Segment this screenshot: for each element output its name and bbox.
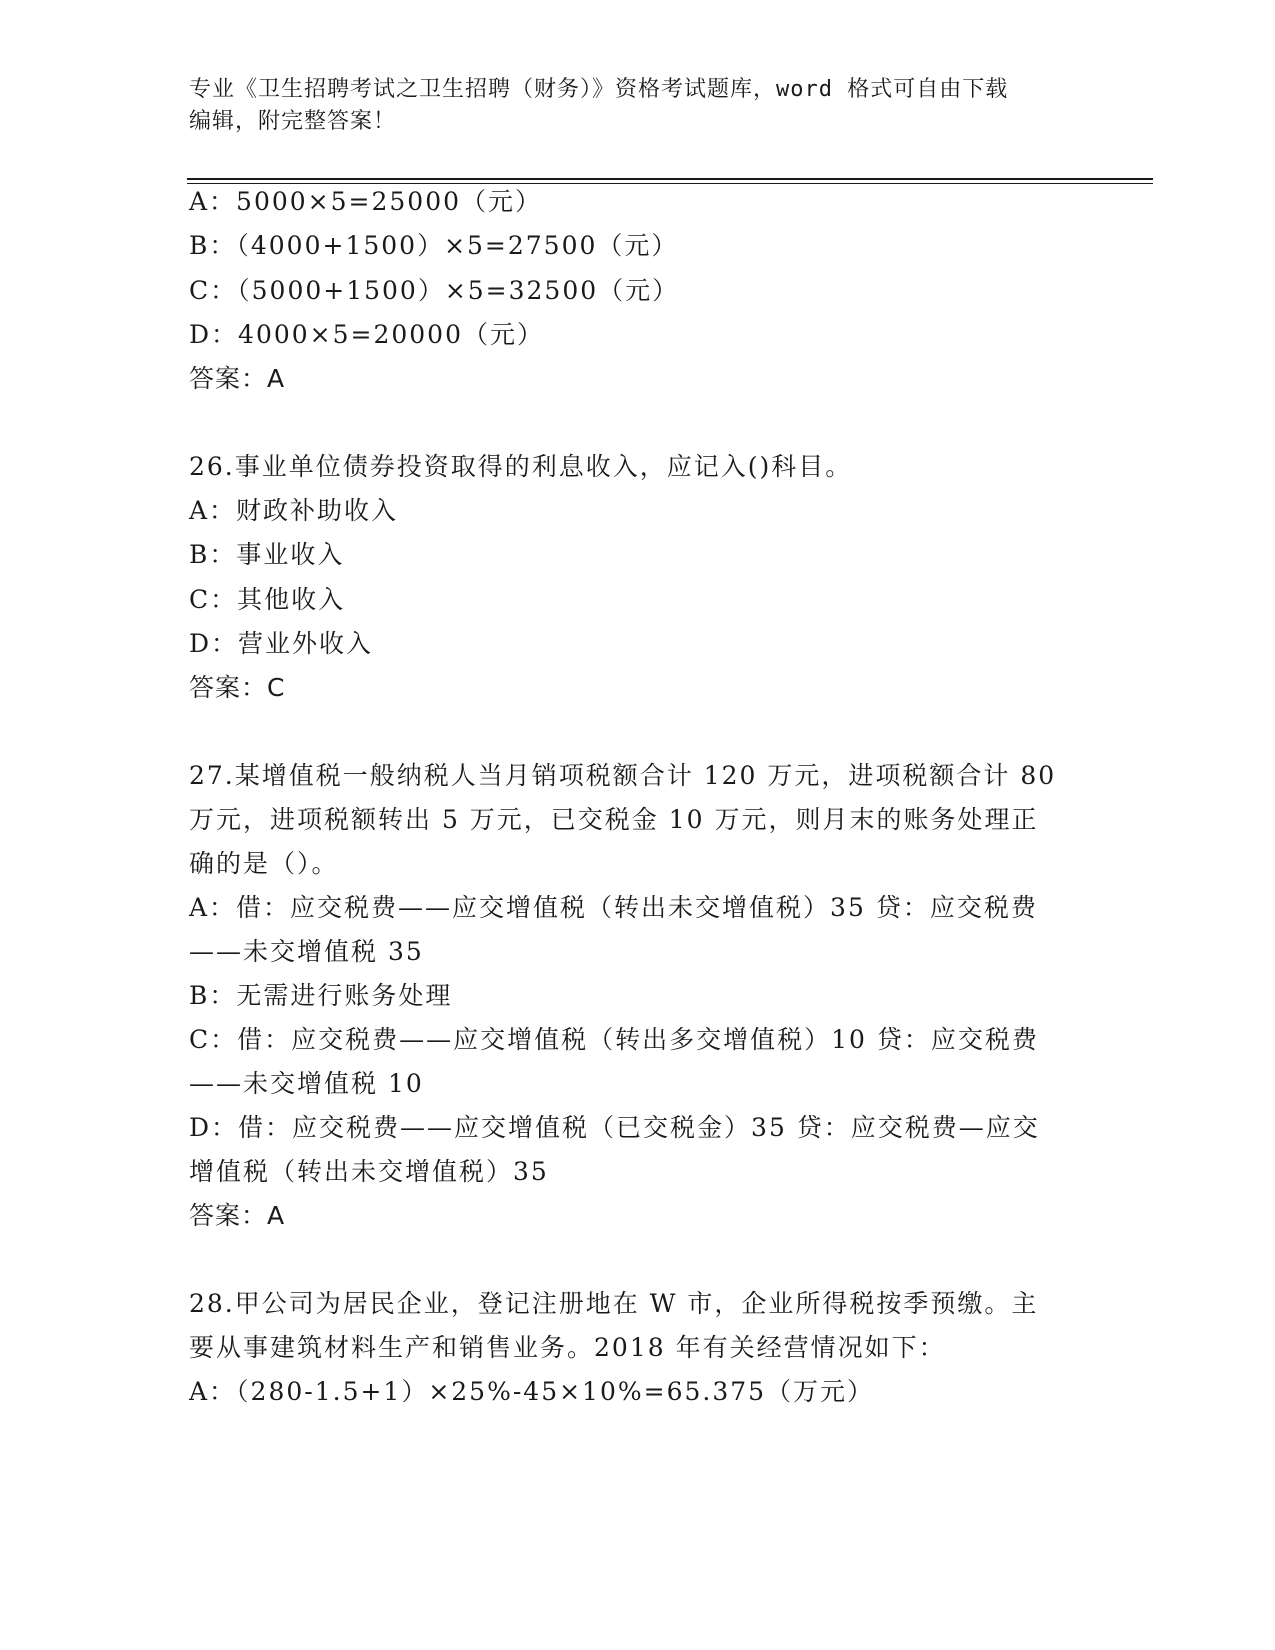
q28-option-a: A：（280-1.5+1）×25%-45×10%=65.375（万元） — [189, 1377, 875, 1406]
q25-option-d: D：4000×5=20000（元） — [189, 320, 544, 349]
header-line-2: 编辑，附完整答案！ — [189, 109, 397, 134]
q27-stem-line-3: 确的是（）。 — [189, 849, 339, 878]
q26-answer: 答案：C — [189, 673, 286, 702]
q27-option-c-line-1: C：借：应交税费——应交增值税（转出多交增值税）10 贷：应交税费 — [189, 1025, 1039, 1054]
q25-answer: 答案：A — [189, 364, 286, 393]
q27-stem-line-1: 27.某增值税一般纳税人当月销项税额合计 120 万元，进项税额合计 80 — [189, 761, 1057, 790]
header-line-1: 专业《卫生招聘考试之卫生招聘（财务）》资格考试题库，word 格式可自由下载 — [189, 77, 1009, 102]
q26-option-d: D：营业外收入 — [189, 629, 374, 658]
q27-option-b: B：无需进行账务处理 — [189, 981, 453, 1010]
header-divider-thin — [187, 183, 1153, 184]
q25-option-c: C：（5000+1500）×5=32500（元） — [189, 276, 680, 305]
q27-answer: 答案：A — [189, 1201, 286, 1230]
q26-option-a: A：财政补助收入 — [189, 496, 399, 525]
header-divider-thick — [187, 178, 1153, 180]
q28-stem-line-1: 28.甲公司为居民企业，登记注册地在 W 市，企业所得税按季预缴。主 — [189, 1289, 1039, 1318]
q27-option-a-line-2: ——未交增值税 35 — [189, 937, 424, 966]
q27-option-a-line-1: A：借：应交税费——应交增值税（转出未交增值税）35 贷：应交税费 — [189, 893, 1038, 922]
q27-option-c-line-2: ——未交增值税 10 — [189, 1069, 424, 1098]
q25-option-a: A：5000×5=25000（元） — [189, 187, 543, 216]
q27-option-d-line-1: D：借：应交税费——应交增值税（已交税金）35 贷：应交税费—应交 — [189, 1113, 1040, 1142]
q26-option-c: C：其他收入 — [189, 585, 346, 614]
document-header — [189, 74, 1089, 138]
q28-stem-line-2: 要从事建筑材料生产和销售业务。2018 年有关经营情况如下： — [189, 1333, 946, 1362]
q26-stem: 26.事业单位债券投资取得的利息收入，应记入()科目。 — [189, 452, 853, 481]
q25-option-b: B：（4000+1500）×5=27500（元） — [189, 231, 679, 260]
q27-stem-line-2: 万元，进项税额转出 5 万元，已交税金 10 万元，则月末的账务处理正 — [189, 805, 1039, 834]
q27-option-d-line-2: 增值税（转出未交增值税）35 — [189, 1157, 549, 1186]
q26-option-b: B：事业收入 — [189, 540, 345, 569]
